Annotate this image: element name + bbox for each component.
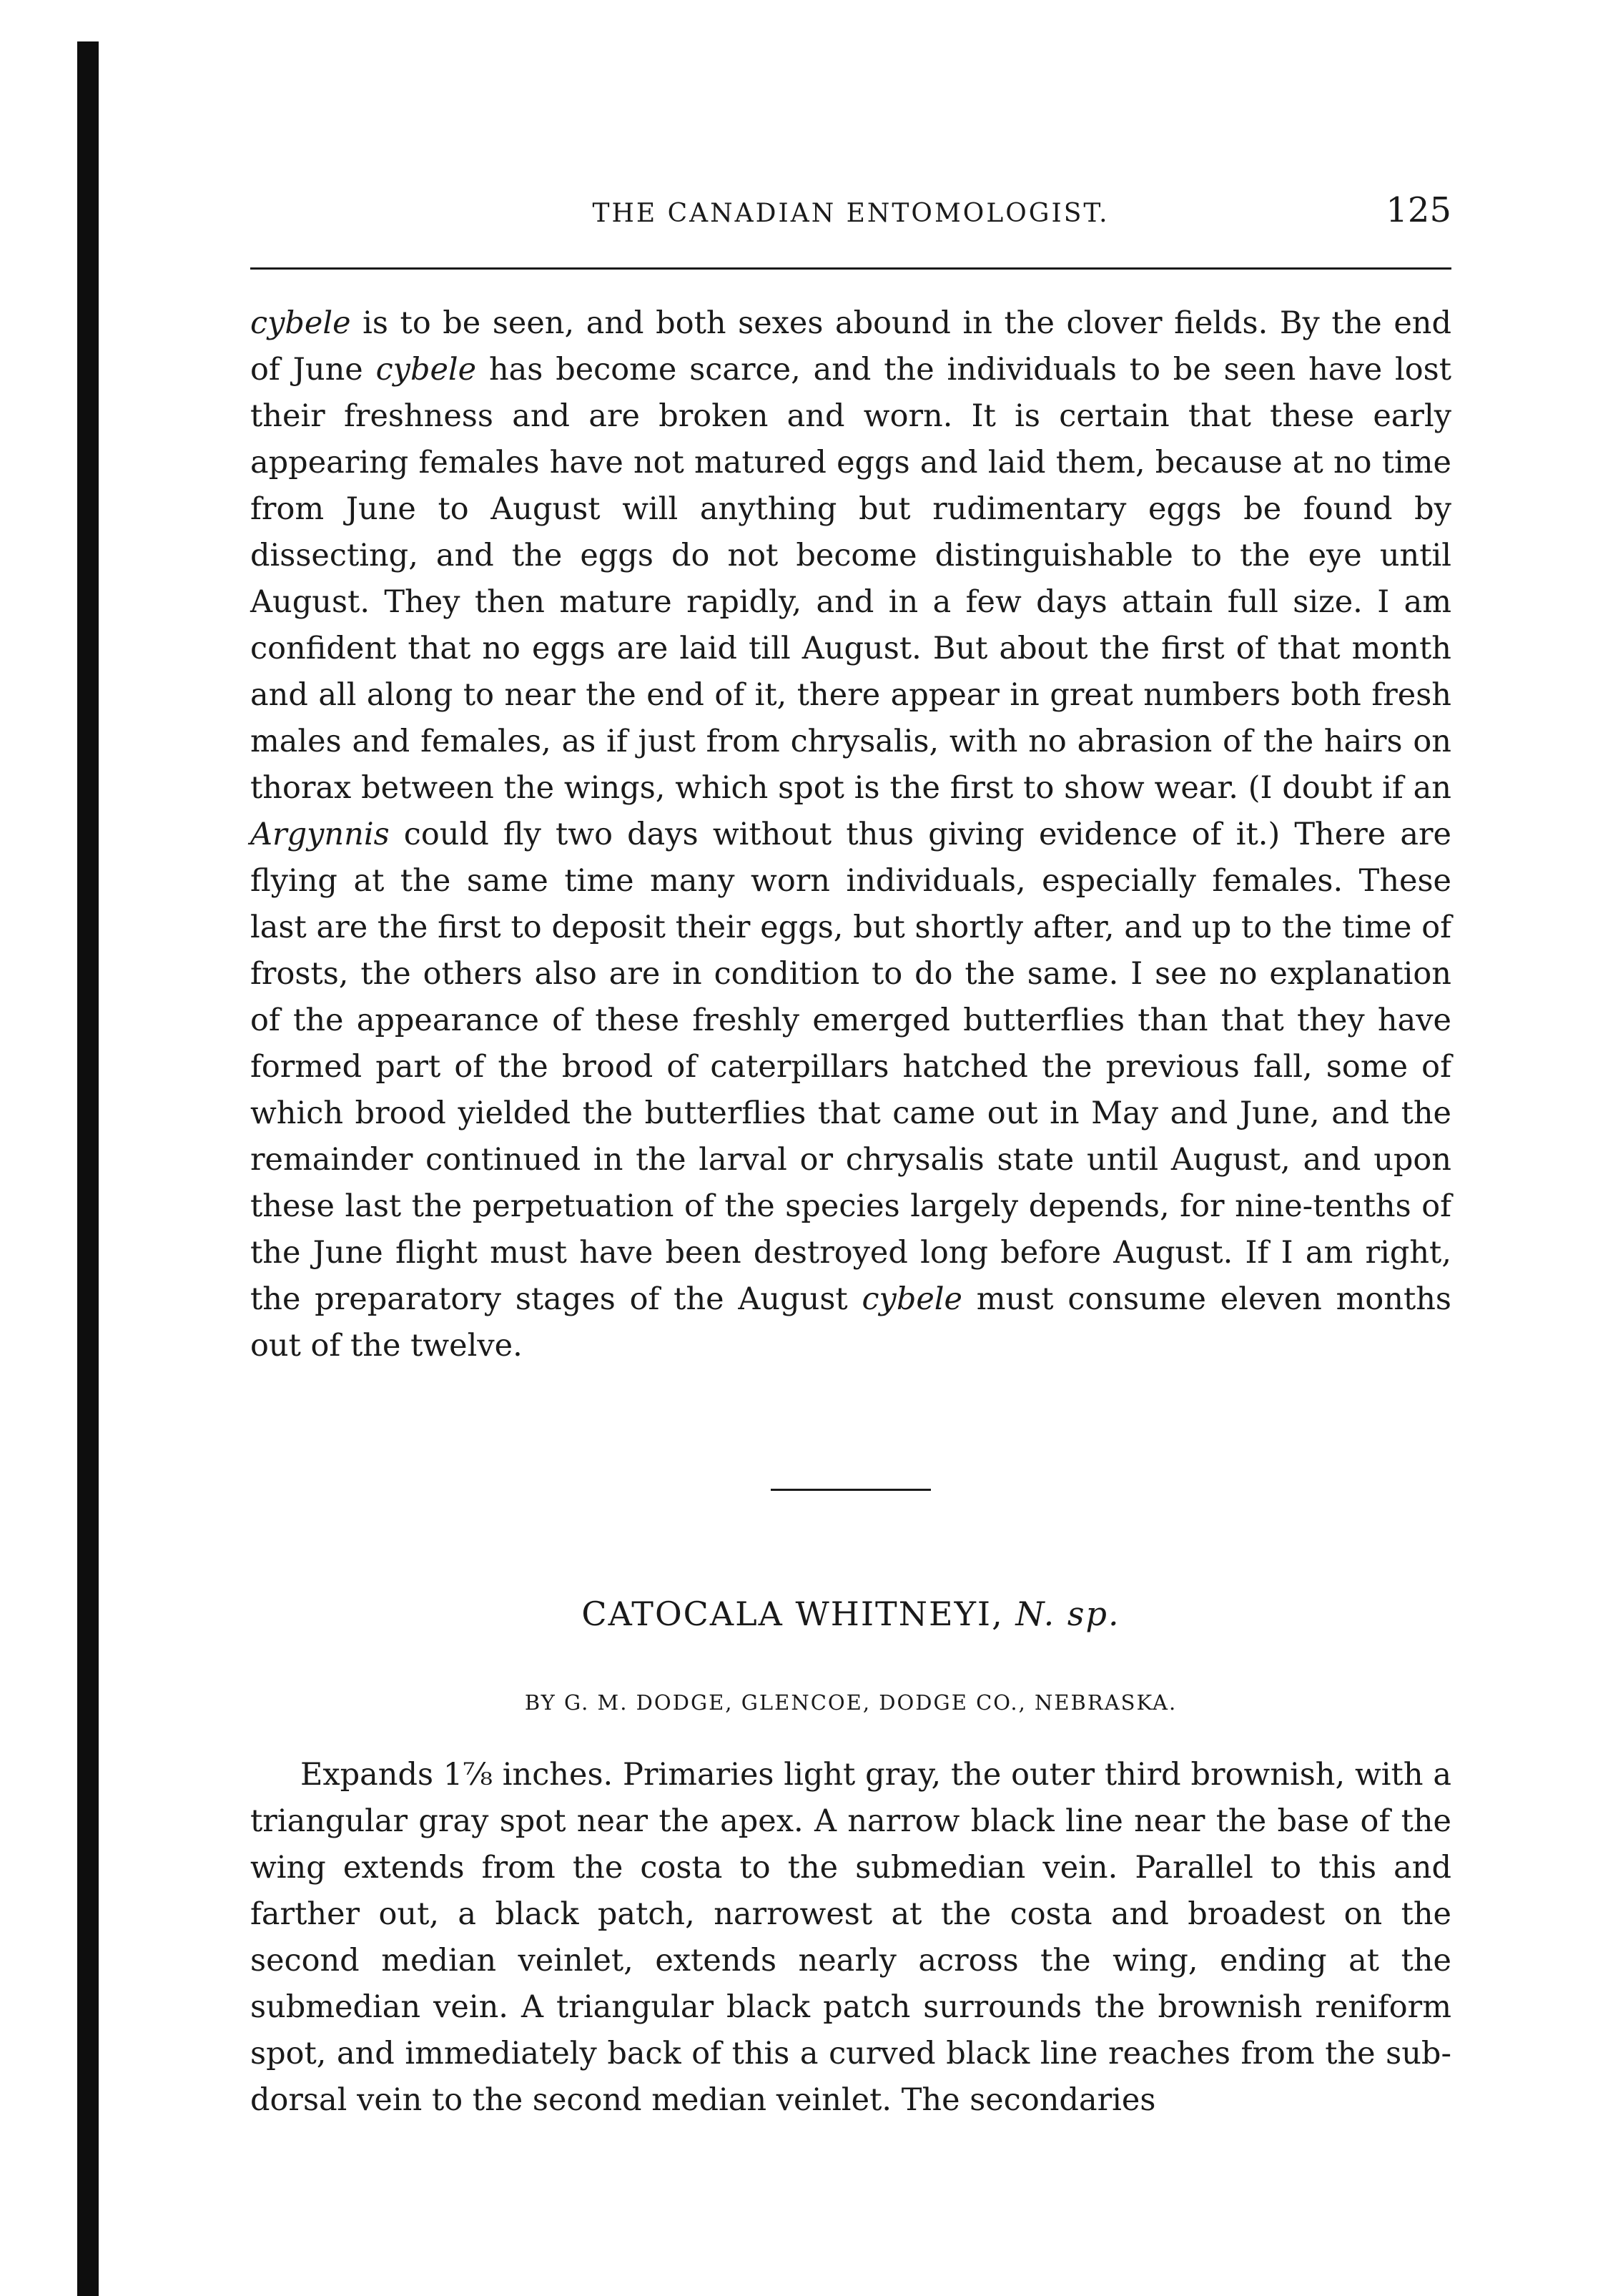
article-title <box>250 1595 1451 1633</box>
species-name: cybele <box>375 352 477 388</box>
paragraph-continued <box>250 300 1451 1369</box>
header-rule <box>250 267 1451 270</box>
article-paragraph: Expands 1⅞ inches. Primaries light gray, the outer third brownish, with a triangular gray spot near the apex. A narrow black line near the base of the wing extends from the costa to the submedian vein. Parallel to this and farther out, a black patch, narrowest at the costa and broadest on the second median veinlet, extends nearly across the wing, ending at the submedian vein. A triangular black patch surrounds the brownish reniform spot, and immediately back of this a curved black line reaches from the sub-dorsal vein to the second median veinlet. The secondaries <box>250 1757 1451 2118</box>
text-run: must consume eleven months out of the twelve. <box>250 1281 1451 1364</box>
article-title-main: CATOCALA WHITNEYI, <box>581 1595 1016 1633</box>
page-number: 125 <box>1386 190 1451 230</box>
running-title: THE CANADIAN ENTOMOLOGIST. <box>592 199 1110 228</box>
page-spine-shadow <box>77 41 99 2296</box>
section-divider <box>771 1489 931 1491</box>
species-name: cybele <box>250 305 351 341</box>
article-title-species-note: N. sp. <box>1015 1595 1120 1633</box>
text-run: has become scarce, and the individuals to be seen have lost their freshness and are broken and worn. It is certain that these early appearing females have not matured eggs and laid them, because at no time from June to August will anything but rudimentary eggs be found by dissecting, and the eggs do not become distinguishable to the eye until August. They then mature rapidly, and in a few days attain full size. I am confident that no eggs are laid till August. But about the first of that month and all along to near the end of it, there appear in great numbers both fresh males and females, as if just from chrysalis, with no abrasion of the hairs on thorax between the wings, which spot is the first to show wear. (I doubt if an <box>250 352 1452 806</box>
article-byline: BY G. M. DODGE, GLENCOE, DODGE CO., NEBRASKA. <box>524 1690 1178 1715</box>
genus-name: Argynnis <box>250 817 390 852</box>
text-run: could fly two days without thus giving evidence of it.) There are flying at the same time many worn individuals, especially females. These last are the first to deposit their eggs, but shortly after, and up to the time of frosts, the others also are in condition to do the same. I see no explanation of the appearance of these freshly emerged butterflies than that they have formed part of the brood of caterpillars hatched the previous fall, some of which brood yielded the butterflies that came out in May and June, and the remainder continued in the larval or chrysalis state until August, and upon these last the perpetuation of the species largely depends, for nine-tenths of the June flight must have been destroyed long before August. If I am right, the preparatory stages of the August <box>250 817 1451 1317</box>
text-run: is to be seen, and both sexes abound in the clover fields. By the end of June <box>250 305 1451 388</box>
page-header <box>250 190 1451 240</box>
species-name: cybele <box>862 1281 963 1317</box>
